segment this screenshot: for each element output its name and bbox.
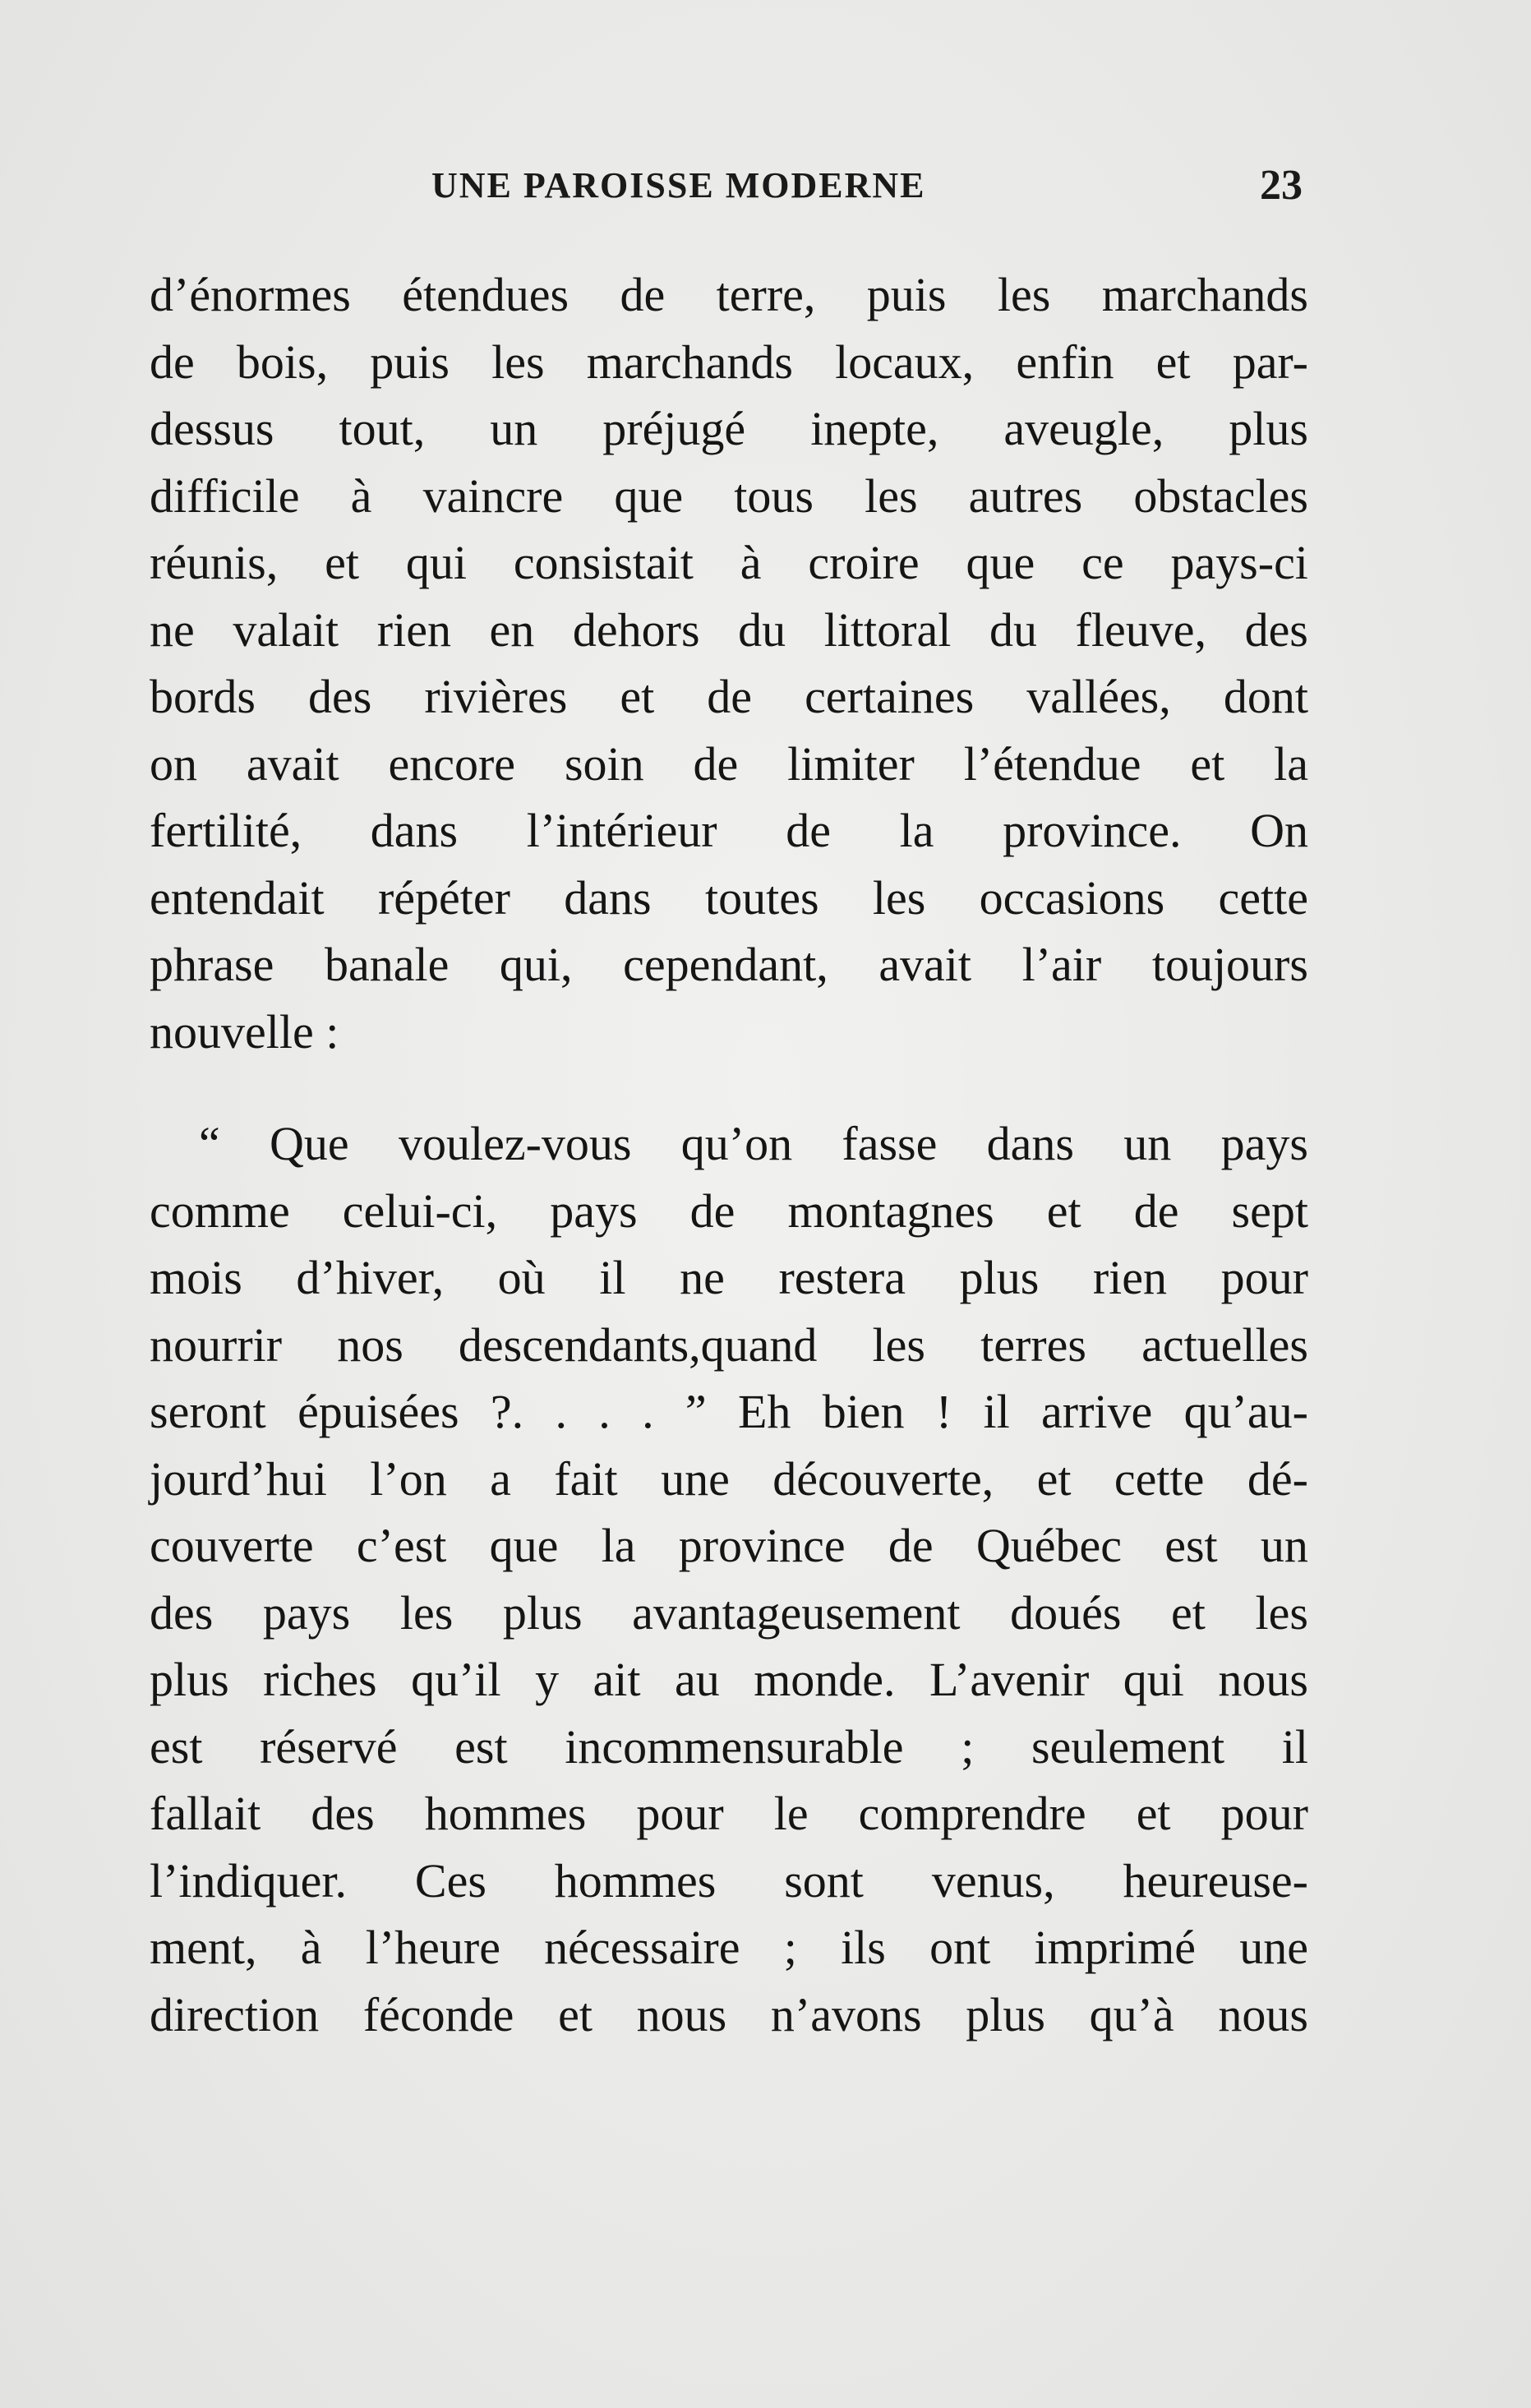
word: province xyxy=(678,1519,846,1572)
text-line xyxy=(150,1714,1308,1781)
word: a xyxy=(490,1451,511,1506)
word: voulez-vous xyxy=(398,1117,632,1170)
word: ne xyxy=(150,602,195,657)
word: pays xyxy=(1220,1117,1308,1170)
word: . xyxy=(642,1385,654,1438)
text-line xyxy=(150,999,1308,1066)
word: croire xyxy=(808,536,920,589)
word: nos xyxy=(337,1317,404,1372)
word: ce xyxy=(1081,536,1124,589)
word: cette xyxy=(1114,1451,1205,1506)
word: bien xyxy=(822,1385,905,1438)
word: à xyxy=(300,1921,322,1974)
word: toutes xyxy=(704,870,819,925)
word: et xyxy=(1190,736,1225,791)
word: terres xyxy=(980,1317,1086,1372)
running-title: UNE PAROISSE MODERNE xyxy=(431,165,926,205)
word: jourd’hui xyxy=(150,1451,327,1506)
word: et xyxy=(1046,1183,1081,1238)
word: de xyxy=(150,334,195,389)
word: ment, xyxy=(150,1921,257,1974)
word: n’avons xyxy=(770,1987,922,2041)
word: nous xyxy=(1218,1987,1308,2041)
word: à xyxy=(740,536,762,589)
word: restera xyxy=(778,1251,906,1304)
word: plus xyxy=(959,1251,1040,1304)
text-line xyxy=(150,1446,1308,1513)
text-line xyxy=(150,1512,1308,1580)
word: L’avenir xyxy=(929,1653,1090,1706)
word: occasions xyxy=(979,870,1165,925)
word: épuisées xyxy=(297,1385,459,1438)
word: riches xyxy=(263,1653,377,1706)
word: ?. xyxy=(490,1385,524,1438)
word: qu’il xyxy=(411,1653,501,1706)
word: ils xyxy=(841,1921,886,1974)
text-line xyxy=(150,931,1308,999)
word: certaines xyxy=(805,670,975,723)
word: du xyxy=(738,602,786,657)
word: phrase xyxy=(150,938,274,991)
word: nous xyxy=(636,1987,727,2041)
word: que xyxy=(614,468,684,523)
paragraph-1 xyxy=(150,261,1308,1065)
word: où xyxy=(497,1251,546,1304)
word: il xyxy=(599,1251,626,1304)
word: mois xyxy=(150,1251,242,1304)
word: tous xyxy=(734,468,814,523)
text-line xyxy=(150,597,1308,664)
word: bois, xyxy=(236,334,329,389)
word: réservé xyxy=(260,1719,398,1774)
paragraph-gap xyxy=(150,1065,1308,1110)
word: terre, xyxy=(716,268,816,321)
word: cette xyxy=(1218,870,1308,925)
word: et xyxy=(1155,334,1191,389)
word: venus, xyxy=(931,1853,1055,1907)
word: enfin xyxy=(1016,334,1114,389)
word: doués xyxy=(1010,1585,1122,1640)
word: soin xyxy=(564,736,644,791)
word: qui xyxy=(405,536,467,589)
word: c’est xyxy=(356,1519,447,1572)
word: plus xyxy=(150,1653,229,1706)
word: fasse xyxy=(842,1117,938,1170)
word: et xyxy=(1171,1585,1206,1640)
text-line xyxy=(150,663,1308,731)
word: rivières xyxy=(424,670,568,723)
text-line xyxy=(150,1110,1308,1178)
word: la xyxy=(899,804,934,857)
word: sont xyxy=(784,1853,864,1907)
word: les xyxy=(865,468,918,523)
text-line xyxy=(150,865,1308,932)
line-text: nouvelle : xyxy=(150,1004,339,1059)
word: qu’au- xyxy=(1183,1385,1308,1438)
word: l’indiquer. xyxy=(150,1853,348,1907)
text-line xyxy=(150,463,1308,530)
word: ” xyxy=(685,1385,707,1438)
word: aveugle, xyxy=(1003,402,1164,455)
word: d’hiver, xyxy=(296,1251,445,1304)
word: dans xyxy=(370,804,459,857)
word: Que xyxy=(270,1117,349,1170)
text-line xyxy=(150,1914,1308,1981)
word: pays-ci xyxy=(1170,536,1308,589)
word: et xyxy=(1136,1787,1171,1840)
word: rien xyxy=(1092,1251,1168,1304)
word: hommes xyxy=(424,1787,587,1840)
word: par- xyxy=(1232,334,1308,389)
word: les xyxy=(491,334,545,389)
word: des xyxy=(307,670,372,723)
word: marchands xyxy=(1101,268,1308,321)
word: les xyxy=(1255,1585,1308,1640)
word: répéter xyxy=(377,870,510,925)
word: les xyxy=(399,1585,454,1640)
word: et xyxy=(558,1987,593,2041)
word: puis xyxy=(370,334,450,389)
word: y xyxy=(535,1653,560,1706)
word: de xyxy=(707,670,752,723)
word: un xyxy=(490,402,538,455)
word: qu’à xyxy=(1089,1987,1174,2041)
word: arrive xyxy=(1041,1385,1153,1438)
word: l’heure xyxy=(365,1921,500,1974)
word: seront xyxy=(150,1385,266,1438)
word: plus xyxy=(502,1585,583,1640)
text-line xyxy=(150,1312,1308,1379)
word: comprendre xyxy=(858,1787,1086,1840)
word: monde. xyxy=(754,1653,896,1706)
word: du xyxy=(989,602,1037,657)
word: l’étendue xyxy=(963,736,1141,791)
word: est xyxy=(1164,1519,1218,1572)
word: . xyxy=(598,1385,611,1438)
word: marchands xyxy=(586,334,793,389)
word: pays xyxy=(262,1585,351,1640)
word: qu’on xyxy=(680,1117,793,1170)
word: nourrir xyxy=(150,1317,283,1372)
text-line xyxy=(150,797,1308,865)
word: puis xyxy=(866,268,947,321)
word: pour xyxy=(1220,1251,1308,1304)
word: nous xyxy=(1218,1653,1308,1706)
word: Québec xyxy=(975,1519,1122,1572)
word: dé- xyxy=(1247,1451,1308,1506)
word: littoral xyxy=(823,602,952,657)
word: sept xyxy=(1231,1183,1308,1238)
word: l’intérieur xyxy=(526,804,717,857)
word: de xyxy=(786,804,831,857)
word: réunis, xyxy=(150,536,279,589)
word: Ces xyxy=(414,1853,487,1907)
word: de xyxy=(620,268,666,321)
word: qui xyxy=(1123,1653,1184,1706)
word: tout, xyxy=(339,402,426,455)
word: des xyxy=(1244,602,1308,657)
word: couverte xyxy=(150,1519,314,1572)
word: et xyxy=(1036,1451,1072,1506)
word: les xyxy=(872,870,926,925)
word: on xyxy=(150,736,197,791)
word: vaincre xyxy=(422,468,564,523)
word: l’air xyxy=(1021,938,1102,991)
word: au xyxy=(674,1653,720,1706)
word: dans xyxy=(564,870,652,925)
word: cependant, xyxy=(623,938,828,991)
word: celui-ci, xyxy=(342,1183,498,1238)
text-line xyxy=(150,1646,1308,1714)
word: et xyxy=(620,670,655,723)
word: il xyxy=(1281,1719,1308,1774)
word: dehors xyxy=(572,602,700,657)
text-line xyxy=(150,731,1308,798)
text-line xyxy=(150,1848,1308,1915)
word: imprimé xyxy=(1034,1921,1196,1974)
word: seulement xyxy=(1031,1719,1225,1774)
paragraph-2 xyxy=(150,1110,1308,2048)
word: le xyxy=(773,1787,809,1840)
word: autres xyxy=(968,468,1083,523)
text-line xyxy=(150,529,1308,597)
page-header xyxy=(152,164,1303,214)
word: découverte, xyxy=(772,1451,994,1506)
word: avait xyxy=(878,938,972,991)
word: vallées, xyxy=(1026,670,1171,723)
word: dessus xyxy=(150,402,274,455)
word: la xyxy=(1274,736,1308,791)
text-line xyxy=(150,1580,1308,1647)
word: pour xyxy=(1220,1787,1308,1840)
word: de xyxy=(689,1183,736,1238)
word: province. xyxy=(1003,804,1182,857)
word: préjugé xyxy=(602,402,746,455)
word: valait xyxy=(233,602,339,657)
word: de xyxy=(888,1519,934,1572)
word: que xyxy=(966,536,1035,589)
word: un xyxy=(1123,1117,1172,1170)
text-line xyxy=(150,329,1308,396)
word: pour xyxy=(636,1787,724,1840)
word: dont xyxy=(1223,670,1308,723)
word: direction xyxy=(150,1987,320,2041)
word: inepte, xyxy=(810,402,939,455)
word: montagnes xyxy=(787,1183,994,1238)
word: avait xyxy=(246,736,339,791)
word: pays xyxy=(550,1183,638,1238)
word: de xyxy=(1133,1183,1179,1238)
word: fallait xyxy=(150,1787,261,1840)
word: que xyxy=(489,1519,559,1572)
word: est xyxy=(454,1719,508,1774)
word: plus xyxy=(966,1987,1045,2041)
word: des xyxy=(150,1585,214,1640)
word: consistait xyxy=(513,536,694,589)
word: entendait xyxy=(150,870,325,925)
word: Eh xyxy=(737,1385,791,1438)
word: locaux, xyxy=(835,334,975,389)
word: avantageusement xyxy=(632,1585,961,1640)
word: fait xyxy=(554,1451,618,1506)
word: ! xyxy=(935,1385,952,1438)
word: ; xyxy=(783,1921,797,1974)
word: “ xyxy=(199,1117,220,1170)
word: les xyxy=(997,268,1051,321)
word: difficile xyxy=(150,468,300,523)
word: une xyxy=(1239,1921,1308,1974)
word: et xyxy=(325,536,359,589)
page-number: 23 xyxy=(1260,162,1303,209)
word: ne xyxy=(680,1251,725,1304)
text-line xyxy=(150,1244,1308,1312)
word: obstacles xyxy=(1133,468,1308,523)
word: ont xyxy=(929,1921,991,1974)
word: ; xyxy=(961,1719,975,1774)
word: dans xyxy=(986,1117,1074,1170)
word: . xyxy=(555,1385,567,1438)
word: des xyxy=(311,1787,375,1840)
word: la xyxy=(601,1519,636,1572)
text-line xyxy=(150,1780,1308,1848)
word: fertilité, xyxy=(150,804,302,857)
word: toujours xyxy=(1151,938,1308,991)
word: un xyxy=(1260,1519,1308,1572)
word: fleuve, xyxy=(1075,602,1206,657)
word: de xyxy=(693,736,739,791)
word: étendues xyxy=(402,268,570,321)
word: banale xyxy=(324,938,450,991)
text-line xyxy=(150,261,1308,329)
word: à xyxy=(350,468,372,523)
word: comme xyxy=(150,1183,290,1238)
word: une xyxy=(661,1451,730,1506)
word: nécessaire xyxy=(544,1921,740,1974)
word: encore xyxy=(388,736,516,791)
word: descendants,quand xyxy=(458,1317,818,1372)
word: plus xyxy=(1229,402,1308,455)
word: limiter xyxy=(787,736,915,791)
word: les xyxy=(872,1317,925,1372)
text-line xyxy=(150,1178,1308,1245)
word: rien xyxy=(376,602,451,657)
word: féconde xyxy=(362,1987,514,2041)
word: incommensurable xyxy=(565,1719,904,1774)
text-line xyxy=(150,395,1308,463)
word: heureuse- xyxy=(1123,1853,1308,1907)
word: l’on xyxy=(370,1451,447,1506)
word: est xyxy=(150,1719,203,1774)
word: bords xyxy=(150,670,256,723)
word: actuelles xyxy=(1141,1317,1308,1372)
word: il xyxy=(983,1385,1010,1438)
word: en xyxy=(489,602,535,657)
text-line xyxy=(150,1981,1308,2049)
word: hommes xyxy=(554,1853,717,1907)
word: d’énormes xyxy=(150,268,351,321)
word: On xyxy=(1250,804,1308,857)
body-text xyxy=(150,261,1308,2048)
word: qui, xyxy=(499,938,573,991)
word: ait xyxy=(593,1653,641,1706)
text-line xyxy=(150,1378,1308,1446)
